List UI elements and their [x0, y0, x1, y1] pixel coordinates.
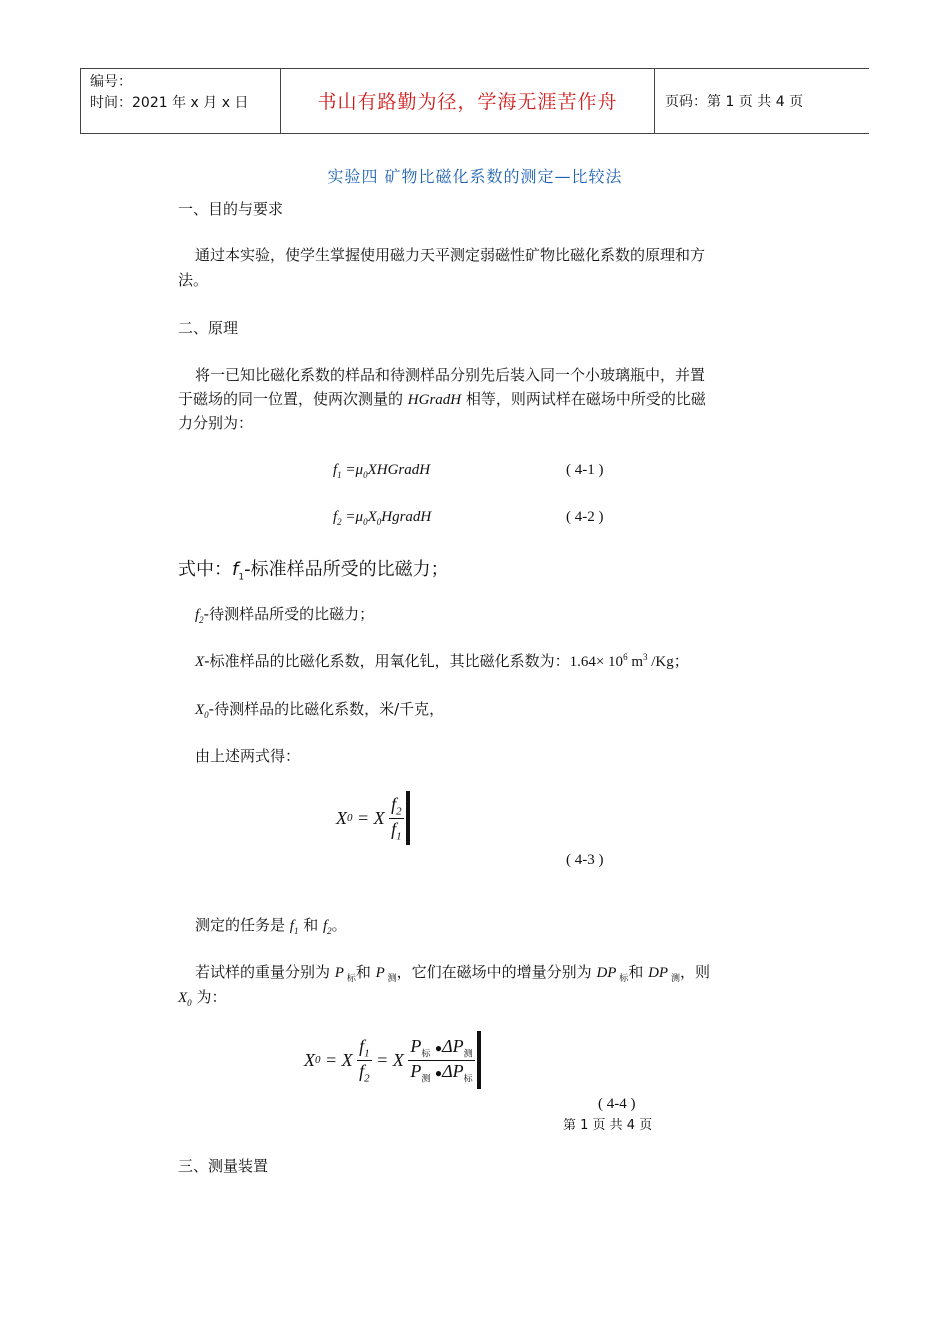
definition-x: X-标准样品的比磁化系数，用氧化钆，其比磁化系数为：$1.64\times 10^6$ $m^3$ /Kg； [195, 652, 689, 670]
equation-number-4-3: ( 4-3 ) [566, 852, 604, 868]
equation-bar [477, 1031, 481, 1089]
equation-4-1: $f_1$ $=\mu_0XHGradH$ [333, 462, 431, 480]
derivation-intro: 由上述两式得： [195, 747, 301, 765]
s2-line1: 将一已知比磁化系数的样品和待测样品分别先后装入同一个小玻璃瓶中，并置 [195, 366, 706, 384]
equation-4-4: X 0 = X $\frac{f_1}{f_2}$ = X $\frac{P_标 ●\Delta P_测}{P_测 ●\Delta P_标}$ [304, 1031, 481, 1089]
weights-line2: $X_0$ 为： [178, 988, 227, 1008]
definition-x0: $X_0-$待测样品的比磁化系数，米/千克， [195, 700, 445, 720]
weights-line1: 若试样的重量分别为 P $_标$和 P $_测$，它们在磁场中的增量分别为 DP $_标$和 DP $_测$，则 [195, 963, 710, 984]
section-heading-3: 三、测量装置 [178, 1157, 269, 1175]
fraction-f1-f2: $\frac{f_1}{f_2}$ [359, 1035, 370, 1085]
s2-line3: 力分别为： [178, 414, 254, 432]
header-meta [81, 69, 281, 133]
footer-page-number: 第 1 页 共 4 页 [563, 1118, 653, 1133]
equation-number-4-1: ( 4-1 ) [566, 462, 604, 478]
equation-bar [406, 791, 410, 845]
s2-line2-pre: 于磁场的同一位置，使两次测量的 [178, 390, 408, 408]
section-heading-2: 二、原理 [178, 319, 239, 337]
equation-4-2: $f_2$ $=\mu_0X_0HgradH$ [333, 509, 432, 527]
header-page-info: 页码：第 1 页 共 4 页 [665, 94, 804, 110]
equation-number-4-4: ( 4-4 ) [598, 1096, 636, 1112]
fraction-weights: $\frac{P_标 ●\Delta P_测}{P_测 ●\Delta P_标}$ [410, 1035, 473, 1084]
equation-4-3: X 0 = X $\frac{f_2}{f_1}$ [336, 791, 410, 845]
time-label: 时间：2021 年 x 月 x 日 [90, 95, 249, 111]
s2-line2-post: 相等，则两试样在磁场中所受的比磁 [461, 390, 706, 408]
definition-f2: $f_2-$待测样品所受的比磁力； [195, 605, 375, 625]
s2-line2 [178, 387, 706, 412]
section-heading-1: 一、目的与要求 [178, 200, 284, 218]
definition-f1: 式中：$f_1-$标准样品所受的比磁力； [178, 559, 449, 583]
serial-label: 编号： [90, 74, 132, 90]
hgradh-var: HGradH [407, 392, 462, 408]
s1-line2: 法。 [178, 271, 209, 289]
header-table [80, 68, 869, 134]
document-title: 实验四 矿物比磁化系数的测定—比较法 [327, 167, 623, 186]
s1-line1: 通过本实验，使学生掌握使用磁力天平测定弱磁性矿物比磁化系数的原理和方 [195, 246, 706, 264]
fraction-f2-f1: $\frac{f_2}{f_1}$ [391, 793, 402, 843]
equation-number-4-2: ( 4-2 ) [566, 509, 604, 525]
header-motto: 书山有路勤为径，学海无涯苦作舟 [281, 69, 655, 133]
task-line: 测定的任务是 $f_1$ 和 $f_2$。 [195, 916, 347, 936]
